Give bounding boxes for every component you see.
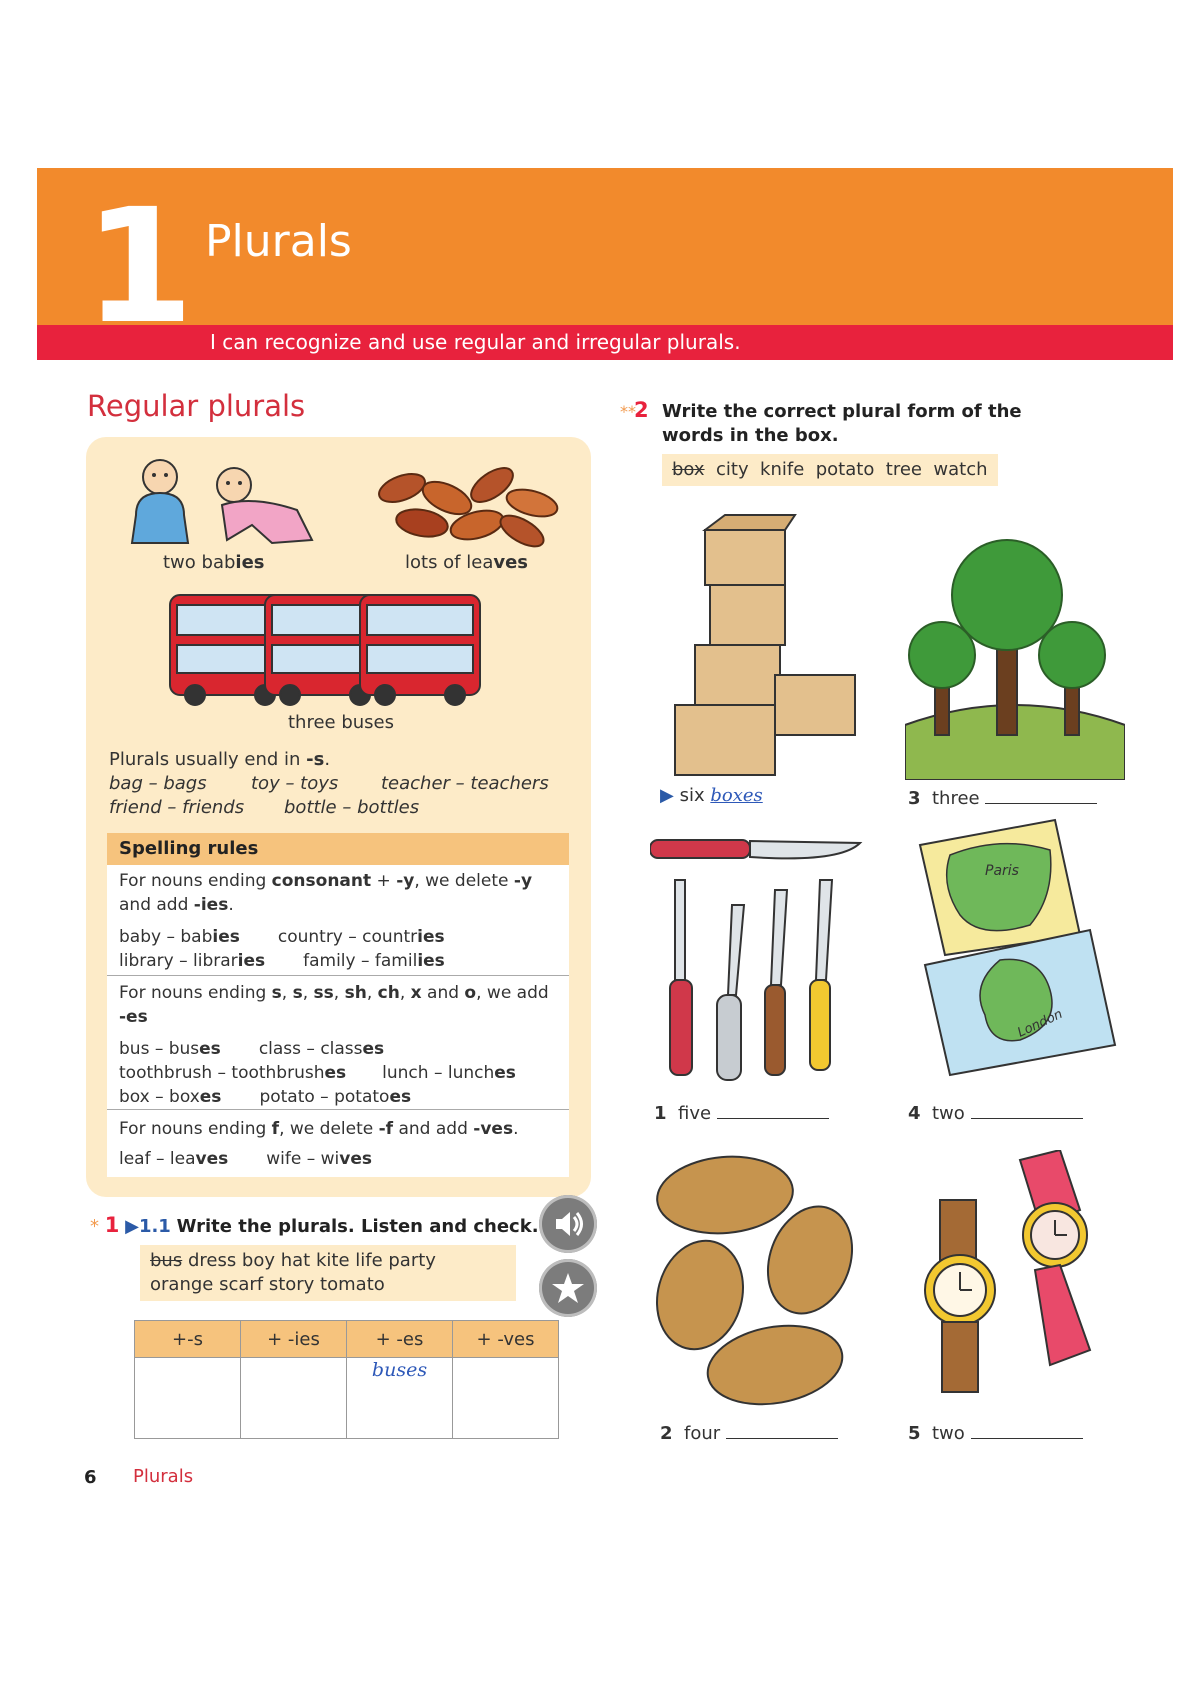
speaker-icon xyxy=(539,1195,597,1253)
item-two-maps: 4 two xyxy=(908,1100,1083,1124)
rule-divider xyxy=(107,975,569,976)
exercise-number: 1 xyxy=(104,1213,120,1237)
rule-es: For nouns ending s, s, ss, sh, ch, x and o, we add -es bus – buses class – classes toothbrush – toothbrushes lunch – lunches box – boxes potato – potatoes xyxy=(119,983,549,1107)
example-teacher: teacher – teachers xyxy=(381,773,549,794)
answer-cell[interactable]: buses xyxy=(347,1358,453,1439)
answer-line[interactable] xyxy=(985,785,1097,804)
answer-cell[interactable] xyxy=(135,1358,241,1439)
babies-illustration xyxy=(122,455,322,550)
boxes-illustration xyxy=(665,510,865,780)
unit-title: Plurals xyxy=(205,216,352,267)
example-bottle: bottle – bottles xyxy=(284,797,420,818)
item-five: 1 five xyxy=(654,1100,829,1124)
baby-blue-icon xyxy=(132,460,188,543)
answer-line[interactable] xyxy=(717,1100,829,1119)
exercise-1-heading: * 1 ▶1.1 Write the plurals. Listen and check. xyxy=(90,1213,539,1237)
potatoes-illustration xyxy=(650,1150,860,1410)
caption-buses: three buses xyxy=(288,712,395,733)
answer-cell[interactable] xyxy=(241,1358,347,1439)
example-friend: friend – friends xyxy=(109,797,245,818)
col-ies: + -ies xyxy=(241,1321,347,1358)
bus-icon xyxy=(360,595,480,705)
word-box-1: bus dress boy hat kite life party orange scarf story tomato xyxy=(140,1245,516,1301)
example-bag: bag – bags xyxy=(109,773,207,794)
col-s: +-s xyxy=(135,1321,241,1358)
unit-number: 1 xyxy=(84,175,188,359)
col-es: + -es xyxy=(347,1321,453,1358)
answer-cell[interactable] xyxy=(453,1358,559,1439)
unit-objective: I can recognize and use regular and irregular plurals. xyxy=(210,330,741,354)
exercise-number: 2 xyxy=(634,398,649,422)
example-toy: toy – toys xyxy=(251,773,339,794)
caption-leaves: lots of leaves xyxy=(405,552,529,573)
buses-illustration xyxy=(165,580,495,710)
answer-line[interactable] xyxy=(971,1420,1083,1439)
rule-consonant-y: For nouns ending consonant + -y, we delete -y and add -ies. baby – babies country – countries library – libraries family – families xyxy=(119,871,533,971)
item-six: ▶ six boxes xyxy=(660,785,763,806)
plural-table xyxy=(134,1320,559,1439)
item-four: 2 four xyxy=(660,1420,838,1444)
section-title: Regular plurals xyxy=(87,389,306,423)
page-number: 6 xyxy=(84,1467,97,1488)
watches-illustration xyxy=(920,1150,1120,1405)
maps-illustration xyxy=(910,815,1120,1085)
baby-pink-icon xyxy=(217,468,312,543)
leaves-illustration xyxy=(372,463,572,548)
audio-track-icon: ▶ xyxy=(125,1216,139,1237)
answer-line[interactable] xyxy=(726,1420,838,1439)
item-three: 3 three xyxy=(908,785,1097,809)
spelling-rules-heading: Spelling rules xyxy=(107,833,569,865)
plural-note: Plurals usually end in -s. xyxy=(109,749,331,770)
item-two-watches: 5 two xyxy=(908,1420,1083,1444)
rule-ves: For nouns ending f, we delete -f and add -ves. leaf – leaves wife – wives xyxy=(119,1119,519,1169)
col-ves: + -ves xyxy=(453,1321,559,1358)
footer-title: Plurals xyxy=(133,1466,194,1487)
answer-line[interactable] xyxy=(971,1100,1083,1119)
rule-divider xyxy=(107,1109,569,1110)
trees-illustration xyxy=(905,525,1125,780)
star-button[interactable] xyxy=(539,1259,597,1317)
caption-babies: two babies xyxy=(163,552,265,573)
spelling-rules-table xyxy=(107,865,569,1177)
map-label-london: London xyxy=(1015,1006,1066,1041)
word-box-2: box city knife potato tree watch xyxy=(662,454,998,486)
audio-play-button[interactable] xyxy=(539,1195,597,1253)
knives-illustration xyxy=(650,835,865,1090)
star-icon xyxy=(539,1259,597,1317)
map-label-paris: Paris xyxy=(985,863,1019,879)
